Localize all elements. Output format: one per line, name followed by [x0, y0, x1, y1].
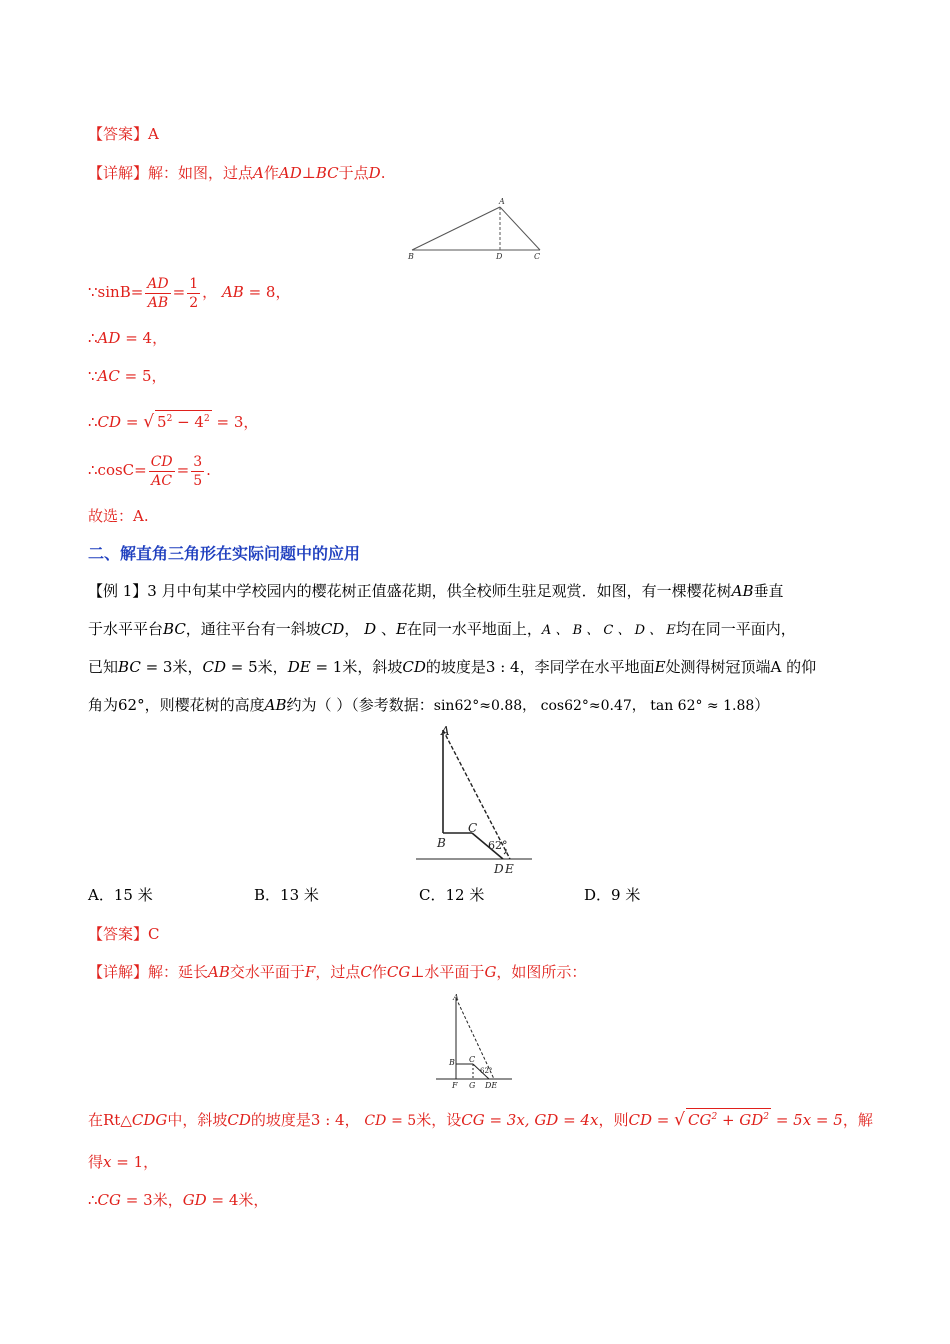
detail-label: 【详解】 — [88, 963, 149, 981]
slope-ratio: 3 : 4 — [485, 658, 520, 676]
segment-ab-line — [412, 207, 500, 250]
segment-de: DE — [287, 658, 311, 676]
solution-text: = 4 — [211, 1191, 239, 1209]
option-letter: D． — [584, 886, 612, 904]
segment-bc: BC — [118, 658, 141, 676]
step-text: ∵ — [88, 367, 98, 385]
perp-symbol: ⊥ — [301, 164, 316, 182]
solution-line-3 — [88, 1190, 268, 1210]
step-text: = 4 — [125, 329, 153, 347]
step-text: = — [176, 461, 190, 479]
solution-text: 中，斜坡 — [167, 1111, 228, 1129]
step-text: ∴ — [88, 329, 98, 347]
segment-ab: AB — [221, 283, 244, 301]
angle-value: 62° — [118, 696, 145, 714]
triangle-figure-1 — [405, 195, 545, 263]
detail-text: 交水平面于 — [229, 963, 305, 981]
example-text: = 3 — [145, 658, 173, 676]
fraction-den: AB — [147, 294, 169, 311]
label-e: E — [505, 862, 514, 876]
segment-ac-line — [500, 207, 540, 250]
solution-text: ， — [143, 1153, 159, 1171]
segment-cd: CD — [97, 413, 122, 431]
variable-x: x — [103, 1153, 112, 1171]
step-text: . — [206, 461, 211, 479]
solution-text: 的坡度是 — [250, 1111, 311, 1129]
radicand-a: CG — [687, 1111, 712, 1129]
segment-ad: AD — [278, 164, 302, 182]
answer-label: 【答案】 — [88, 125, 149, 143]
detail-text: ，如图所示： — [496, 963, 587, 981]
step-text: = — [172, 283, 186, 301]
radicand-b: + GD — [717, 1111, 764, 1129]
example-text: 均在同一平面内， — [675, 620, 796, 638]
solution-text: = 5x = 5 — [775, 1111, 843, 1129]
example-line-1 — [88, 581, 784, 601]
example-line-4 — [88, 695, 769, 716]
step-line-4 — [88, 410, 258, 432]
segment-cd: CD — [628, 1111, 652, 1129]
segment-gd: GD — [182, 1191, 207, 1209]
solution-line-1 — [88, 1108, 873, 1131]
segment-cd: CD — [402, 658, 426, 676]
fraction-num: 1 — [189, 275, 199, 292]
option-c[interactable] — [419, 884, 484, 905]
step-text: ， — [243, 413, 259, 431]
option-a[interactable] — [88, 884, 153, 905]
label-a: A — [441, 724, 450, 738]
fraction-den: AC — [151, 472, 173, 489]
step-text: = — [125, 413, 139, 431]
example-text: ） — [754, 696, 770, 714]
example-text: 处测得树冠顶端A 的仰 — [665, 658, 817, 676]
sqrt-symbol: √ — [674, 1110, 685, 1130]
label-angle: 62° — [480, 1067, 493, 1075]
example-line-2 — [88, 619, 796, 641]
example-text: 、 — [380, 620, 396, 638]
segment-ab: AB — [208, 963, 230, 981]
example-line-3 — [88, 657, 816, 677]
segment-cg: CG — [386, 963, 411, 981]
step-text: ， — [152, 329, 168, 347]
segment-ab: AB — [264, 696, 287, 714]
label-b: B — [437, 836, 446, 850]
options-row — [88, 884, 868, 906]
example-text: 米， — [172, 658, 203, 676]
fraction-cd-ac — [149, 453, 175, 490]
point-e: E — [654, 658, 666, 676]
point-d: D — [364, 620, 377, 638]
segment-bc: BC — [315, 164, 339, 182]
label-b: B — [449, 1058, 455, 1067]
step-text: ， — [202, 283, 218, 301]
option-text: 9 米 — [611, 886, 641, 904]
label-c: C — [469, 1055, 476, 1064]
point-a: A — [253, 164, 264, 182]
example-text: 的坡度是 — [425, 658, 486, 676]
segment-bc: BC — [163, 620, 186, 638]
variable-setting: CG = 3x, GD = 4x — [461, 1111, 599, 1129]
step-line-3 — [88, 366, 167, 386]
example-text: 角为 — [88, 696, 119, 714]
fraction-den: 2 — [189, 294, 199, 311]
option-letter: A． — [88, 886, 114, 904]
tree-slope-figure — [410, 722, 540, 878]
detail-text: ，过点 — [315, 963, 361, 981]
example-text: 【例 1】3 月中旬某中学校园内的樱花树正值盛花期，供全校师生驻足观赏．如图，有一棵樱花树 — [88, 582, 732, 600]
point-c: C — [360, 963, 372, 981]
exponent: 2 — [166, 414, 173, 424]
label-d: D — [494, 862, 504, 876]
radicand — [686, 1108, 771, 1129]
step-line-5 — [88, 450, 211, 490]
step-text: ， — [275, 283, 291, 301]
step-text: ∴ — [88, 413, 98, 431]
example-text: = 1 — [315, 658, 343, 676]
exponent: 2 — [711, 1112, 718, 1122]
label-g: G — [469, 1081, 476, 1090]
example-text: 在同一水平地面上， — [406, 620, 542, 638]
step-line-1 — [88, 272, 290, 312]
detail-text: . — [380, 164, 386, 182]
fraction-num: CD — [150, 453, 173, 470]
option-d[interactable] — [584, 884, 640, 905]
solution-text: 得 — [88, 1153, 104, 1171]
radicand — [155, 410, 212, 431]
example-text: ，通往平台有一斜坡 — [185, 620, 321, 638]
segment-cd: CD — [364, 1113, 387, 1129]
point-d: D — [368, 164, 381, 182]
solution-text: = 1 — [116, 1153, 144, 1171]
triangle-cdg: CDG — [131, 1111, 168, 1129]
detail-text: 水平面于 — [424, 963, 485, 981]
step-text: = 5 — [124, 367, 152, 385]
segment-cd: CD — [320, 620, 345, 638]
fraction-num: 3 — [193, 453, 203, 470]
sqrt-symbol: √ — [143, 412, 155, 432]
detail-line-2 — [88, 962, 586, 982]
detail-text: 作 — [371, 963, 387, 981]
example-text: ，李同学在水平地面 — [519, 658, 655, 676]
step-text: ∵sinB= — [88, 283, 144, 301]
segment-ac: AC — [97, 367, 120, 385]
option-letter: C． — [419, 886, 446, 904]
segment-cd: CD — [227, 1111, 251, 1129]
segment-ab: AB — [731, 582, 754, 600]
detail-text: 于点 — [338, 164, 369, 182]
label-de: DE — [485, 1081, 498, 1090]
step-text: = 3 — [216, 413, 244, 431]
segment-ad: AD — [97, 329, 121, 347]
example-text: 垂直 — [753, 582, 784, 600]
detail-text: 解：如图，过点 — [148, 164, 254, 182]
solution-text: 米， — [238, 1191, 269, 1209]
reference-data: sin62°≈0.88， cos62°≈0.47， tan 62° ≈ 1.88 — [433, 698, 755, 714]
solution-text: 米， — [152, 1191, 183, 1209]
label-angle: 62° — [488, 839, 508, 852]
tree-slope-figure-2 — [432, 992, 516, 1092]
example-text: 米， — [257, 658, 288, 676]
segment-cd: CD — [202, 658, 226, 676]
step-text: ∴cosC= — [88, 461, 147, 479]
label-c: C — [534, 252, 541, 261]
detail-text: 作 — [263, 164, 279, 182]
exponent: 2 — [763, 1112, 770, 1122]
solution-text: = — [656, 1111, 670, 1129]
answer-line-1 — [88, 124, 159, 144]
choose-line: 故选：A. — [88, 507, 149, 525]
example-text: ， — [344, 620, 360, 638]
fraction-ad-ab — [145, 275, 170, 312]
point-g: G — [484, 963, 497, 981]
fraction-num: AD — [147, 275, 169, 292]
solution-text: ，则 — [598, 1111, 629, 1129]
answer-line-2 — [88, 924, 160, 944]
option-b[interactable] — [254, 884, 319, 905]
label-d: D — [496, 252, 503, 261]
solution-text: = 3 — [125, 1191, 153, 1209]
solution-text: ，解 — [842, 1111, 873, 1129]
step-text: = 8 — [248, 283, 276, 301]
option-letter: B． — [254, 886, 281, 904]
example-text: 于水平平台 — [88, 620, 164, 638]
point-f: F — [304, 963, 316, 981]
step-line-2 — [88, 328, 167, 348]
label-f: F — [452, 1081, 458, 1090]
radicand-a: 5 — [157, 413, 167, 431]
segment-cg: CG — [97, 1191, 122, 1209]
solution-text: ∴ — [88, 1191, 98, 1209]
fraction-den: 5 — [193, 472, 203, 489]
label-b: B — [408, 252, 414, 261]
radicand-b: − 4 — [172, 413, 204, 431]
solution-text: = 5 — [391, 1113, 417, 1129]
solution-text: ， — [344, 1111, 360, 1129]
points-list: A 、 B 、 C 、 D 、 E — [541, 623, 676, 638]
option-text: 13 米 — [280, 886, 319, 904]
answer-value: A — [148, 125, 159, 143]
point-e: E — [395, 620, 407, 638]
option-text: 15 米 — [113, 886, 153, 904]
example-text: 约为（ ）（参考数据： — [286, 696, 434, 714]
solution-line-2 — [88, 1152, 158, 1172]
detail-label: 【详解】 — [88, 164, 149, 182]
label-c: C — [468, 821, 478, 835]
example-text: 米，斜坡 — [342, 658, 403, 676]
example-text: = 5 — [230, 658, 258, 676]
example-text: 已知 — [88, 658, 119, 676]
fraction-three-fifths — [191, 453, 204, 490]
exponent: 2 — [203, 414, 210, 424]
solution-text: 在Rt△ — [88, 1111, 132, 1129]
detail-line-1 — [88, 163, 385, 183]
step-text: ， — [151, 367, 167, 385]
example-text: ，则樱花树的高度 — [144, 696, 265, 714]
slope-ratio: 3 : 4 — [310, 1111, 345, 1129]
fraction-one-half — [187, 275, 200, 312]
answer-value: C — [148, 925, 160, 943]
section-heading: 二、解直角三角形在实际问题中的应用 — [88, 544, 361, 563]
answer-label: 【答案】 — [88, 925, 149, 943]
option-text: 12 米 — [445, 886, 485, 904]
label-a: A — [499, 197, 505, 206]
solution-text: 米，设 — [416, 1111, 462, 1129]
perp-symbol: ⊥ — [410, 963, 425, 981]
label-a: A — [453, 993, 459, 1002]
detail-text: 解：延长 — [148, 963, 209, 981]
